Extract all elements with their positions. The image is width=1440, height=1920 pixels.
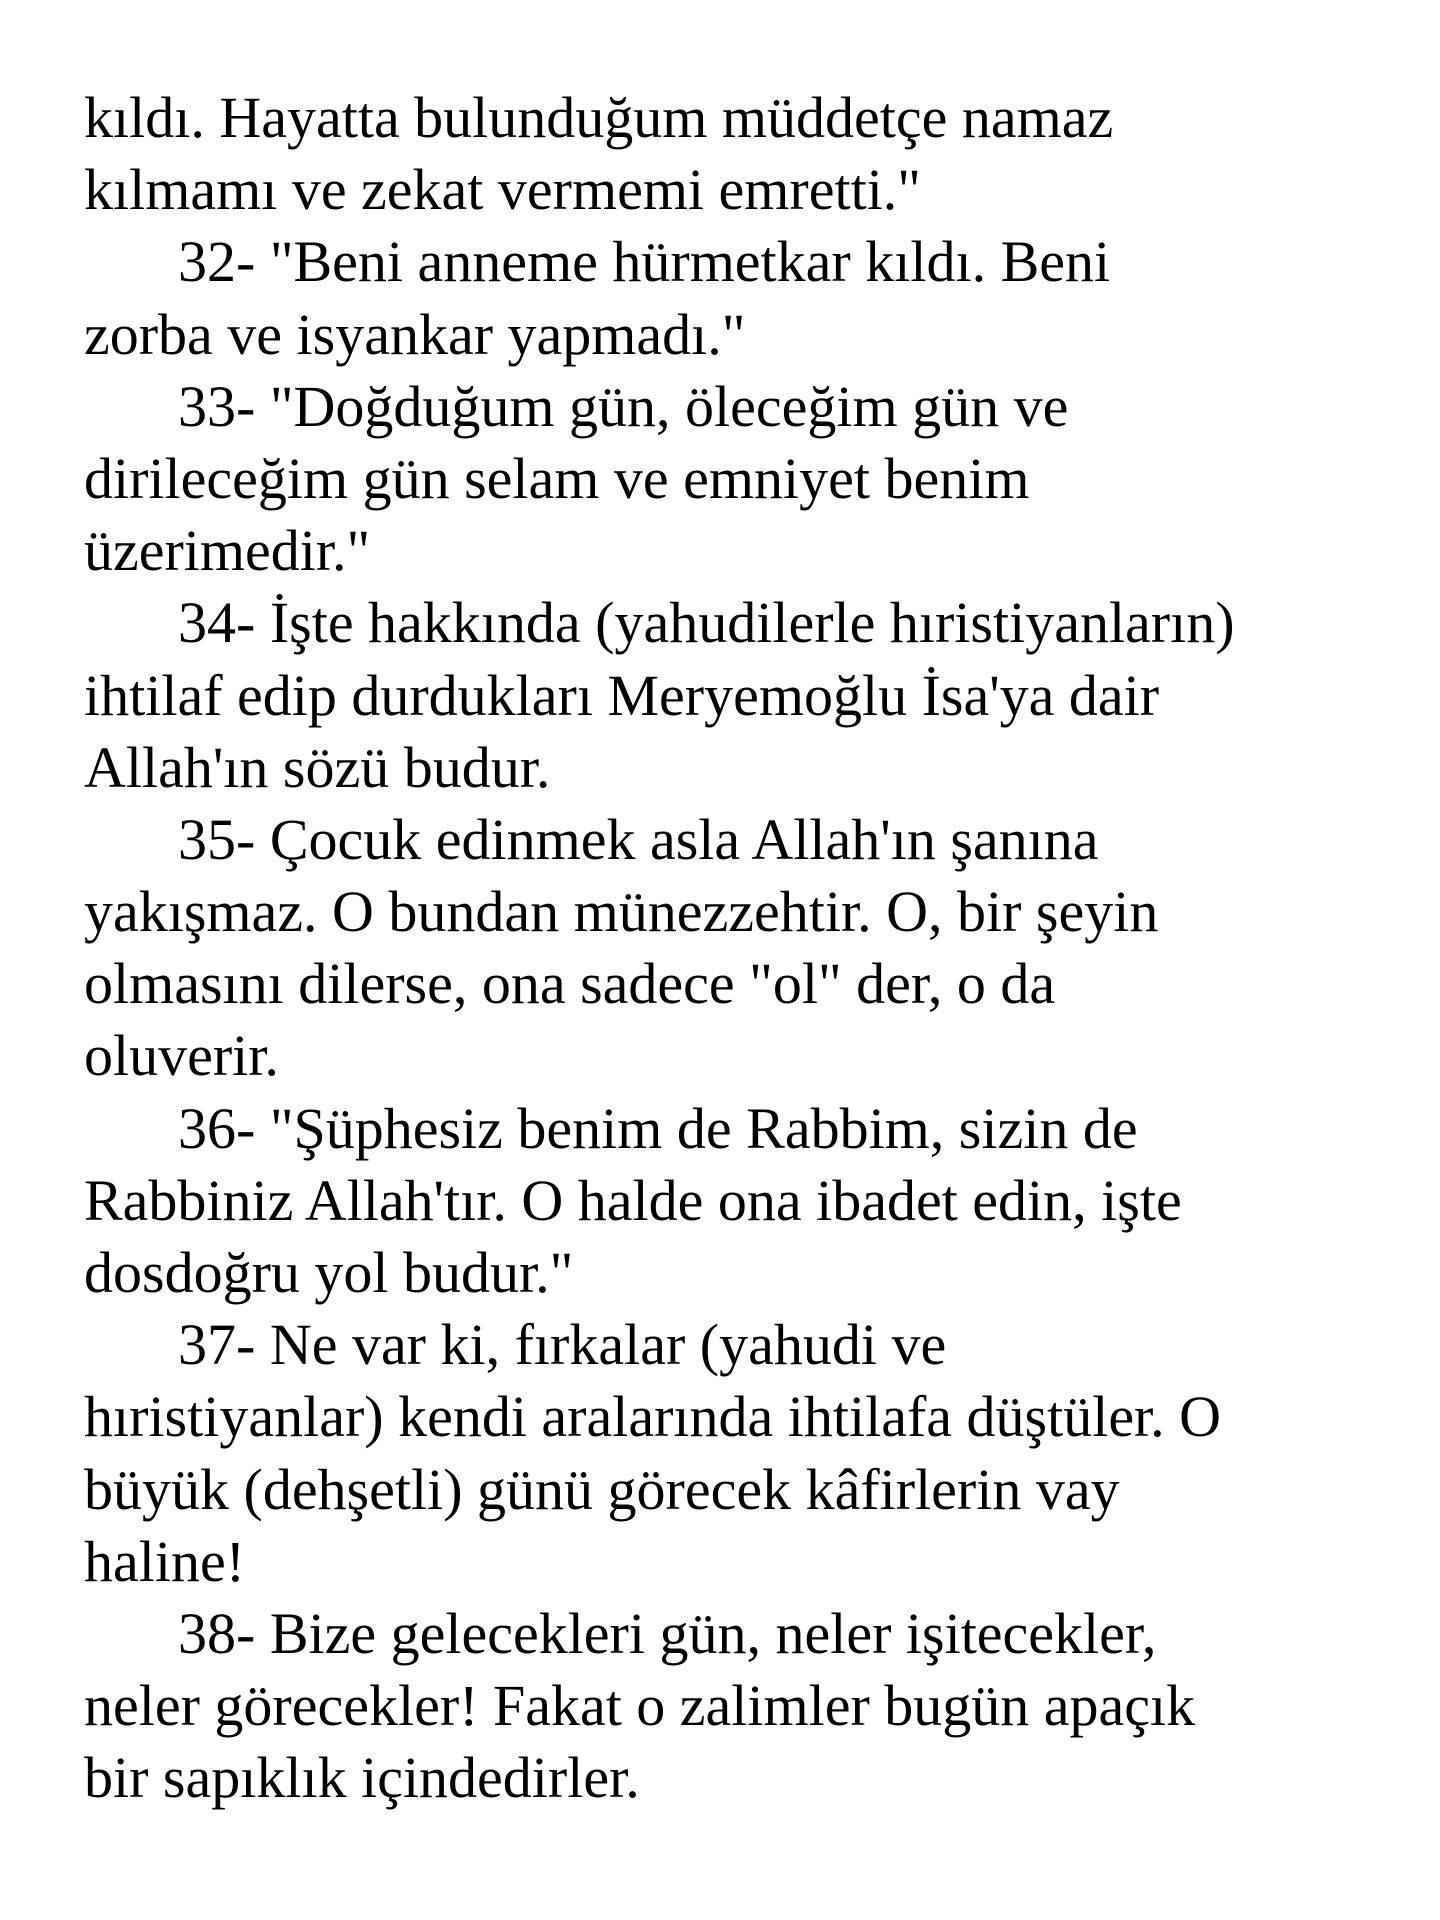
text-line: haline! bbox=[84, 1528, 246, 1594]
verse-37-start: 37- Ne var ki, fırkalar (yahudi ve bbox=[178, 1312, 947, 1378]
verse-36-start: 36- "Şüphesiz benim de Rabbim, sizin de bbox=[178, 1095, 1138, 1161]
text-line: yakışmaz. O bundan münezzehtir. O, bir şeyin bbox=[84, 879, 1159, 945]
document-text bbox=[84, 82, 1414, 1815]
text-line: Allah'ın sözü budur. bbox=[84, 734, 551, 800]
text-line: dosdoğru yol budur." bbox=[84, 1240, 574, 1305]
text-line: büyük (dehşetli) günü görecek kâfirlerin vay bbox=[84, 1456, 1120, 1522]
text-line: olmasını dilerse, ona sadece "ol" der, o da bbox=[84, 951, 1056, 1017]
text-line: bir sapıklık içindedirler. bbox=[84, 1745, 640, 1811]
text-line: üzerimedir." bbox=[84, 518, 371, 584]
text-line: dirileceğim gün selam ve emniyet benim bbox=[84, 445, 1030, 511]
text-line: kılmamı ve zekat vermemi emretti." bbox=[84, 157, 921, 223]
verse-33-start: 33- "Doğduğum gün, öleceğim gün ve bbox=[178, 373, 1069, 439]
text-line: neler görecekler! Fakat o zalimler bugün apaçık bbox=[84, 1673, 1196, 1739]
text-line: hıristiyanlar) kendi aralarında ihtilafa düştüler. O bbox=[84, 1384, 1222, 1450]
verse-38-start: 38- Bize gelecekleri gün, neler işitecekler, bbox=[178, 1600, 1157, 1666]
verse-32-start: 32- "Beni anneme hürmetkar kıldı. Beni bbox=[178, 229, 1111, 295]
text-line: Rabbiniz Allah'tır. O halde ona ibadet edin, işte bbox=[84, 1167, 1182, 1233]
text-line: oluverir. bbox=[84, 1023, 279, 1089]
text-line: kıldı. Hayatta bulunduğum müddetçe namaz bbox=[84, 85, 1114, 150]
text-line: ihtilaf edip durdukları Meryemoğlu İsa'ya dair bbox=[84, 662, 1160, 728]
verse-35-start: 35- Çocuk edinmek asla Allah'ın şanına bbox=[178, 806, 1099, 872]
text-line: zorba ve isyankar yapmadı." bbox=[84, 301, 746, 367]
verse-34-start: 34- İşte hakkında (yahudilerle hıristiyanların) bbox=[178, 590, 1235, 656]
